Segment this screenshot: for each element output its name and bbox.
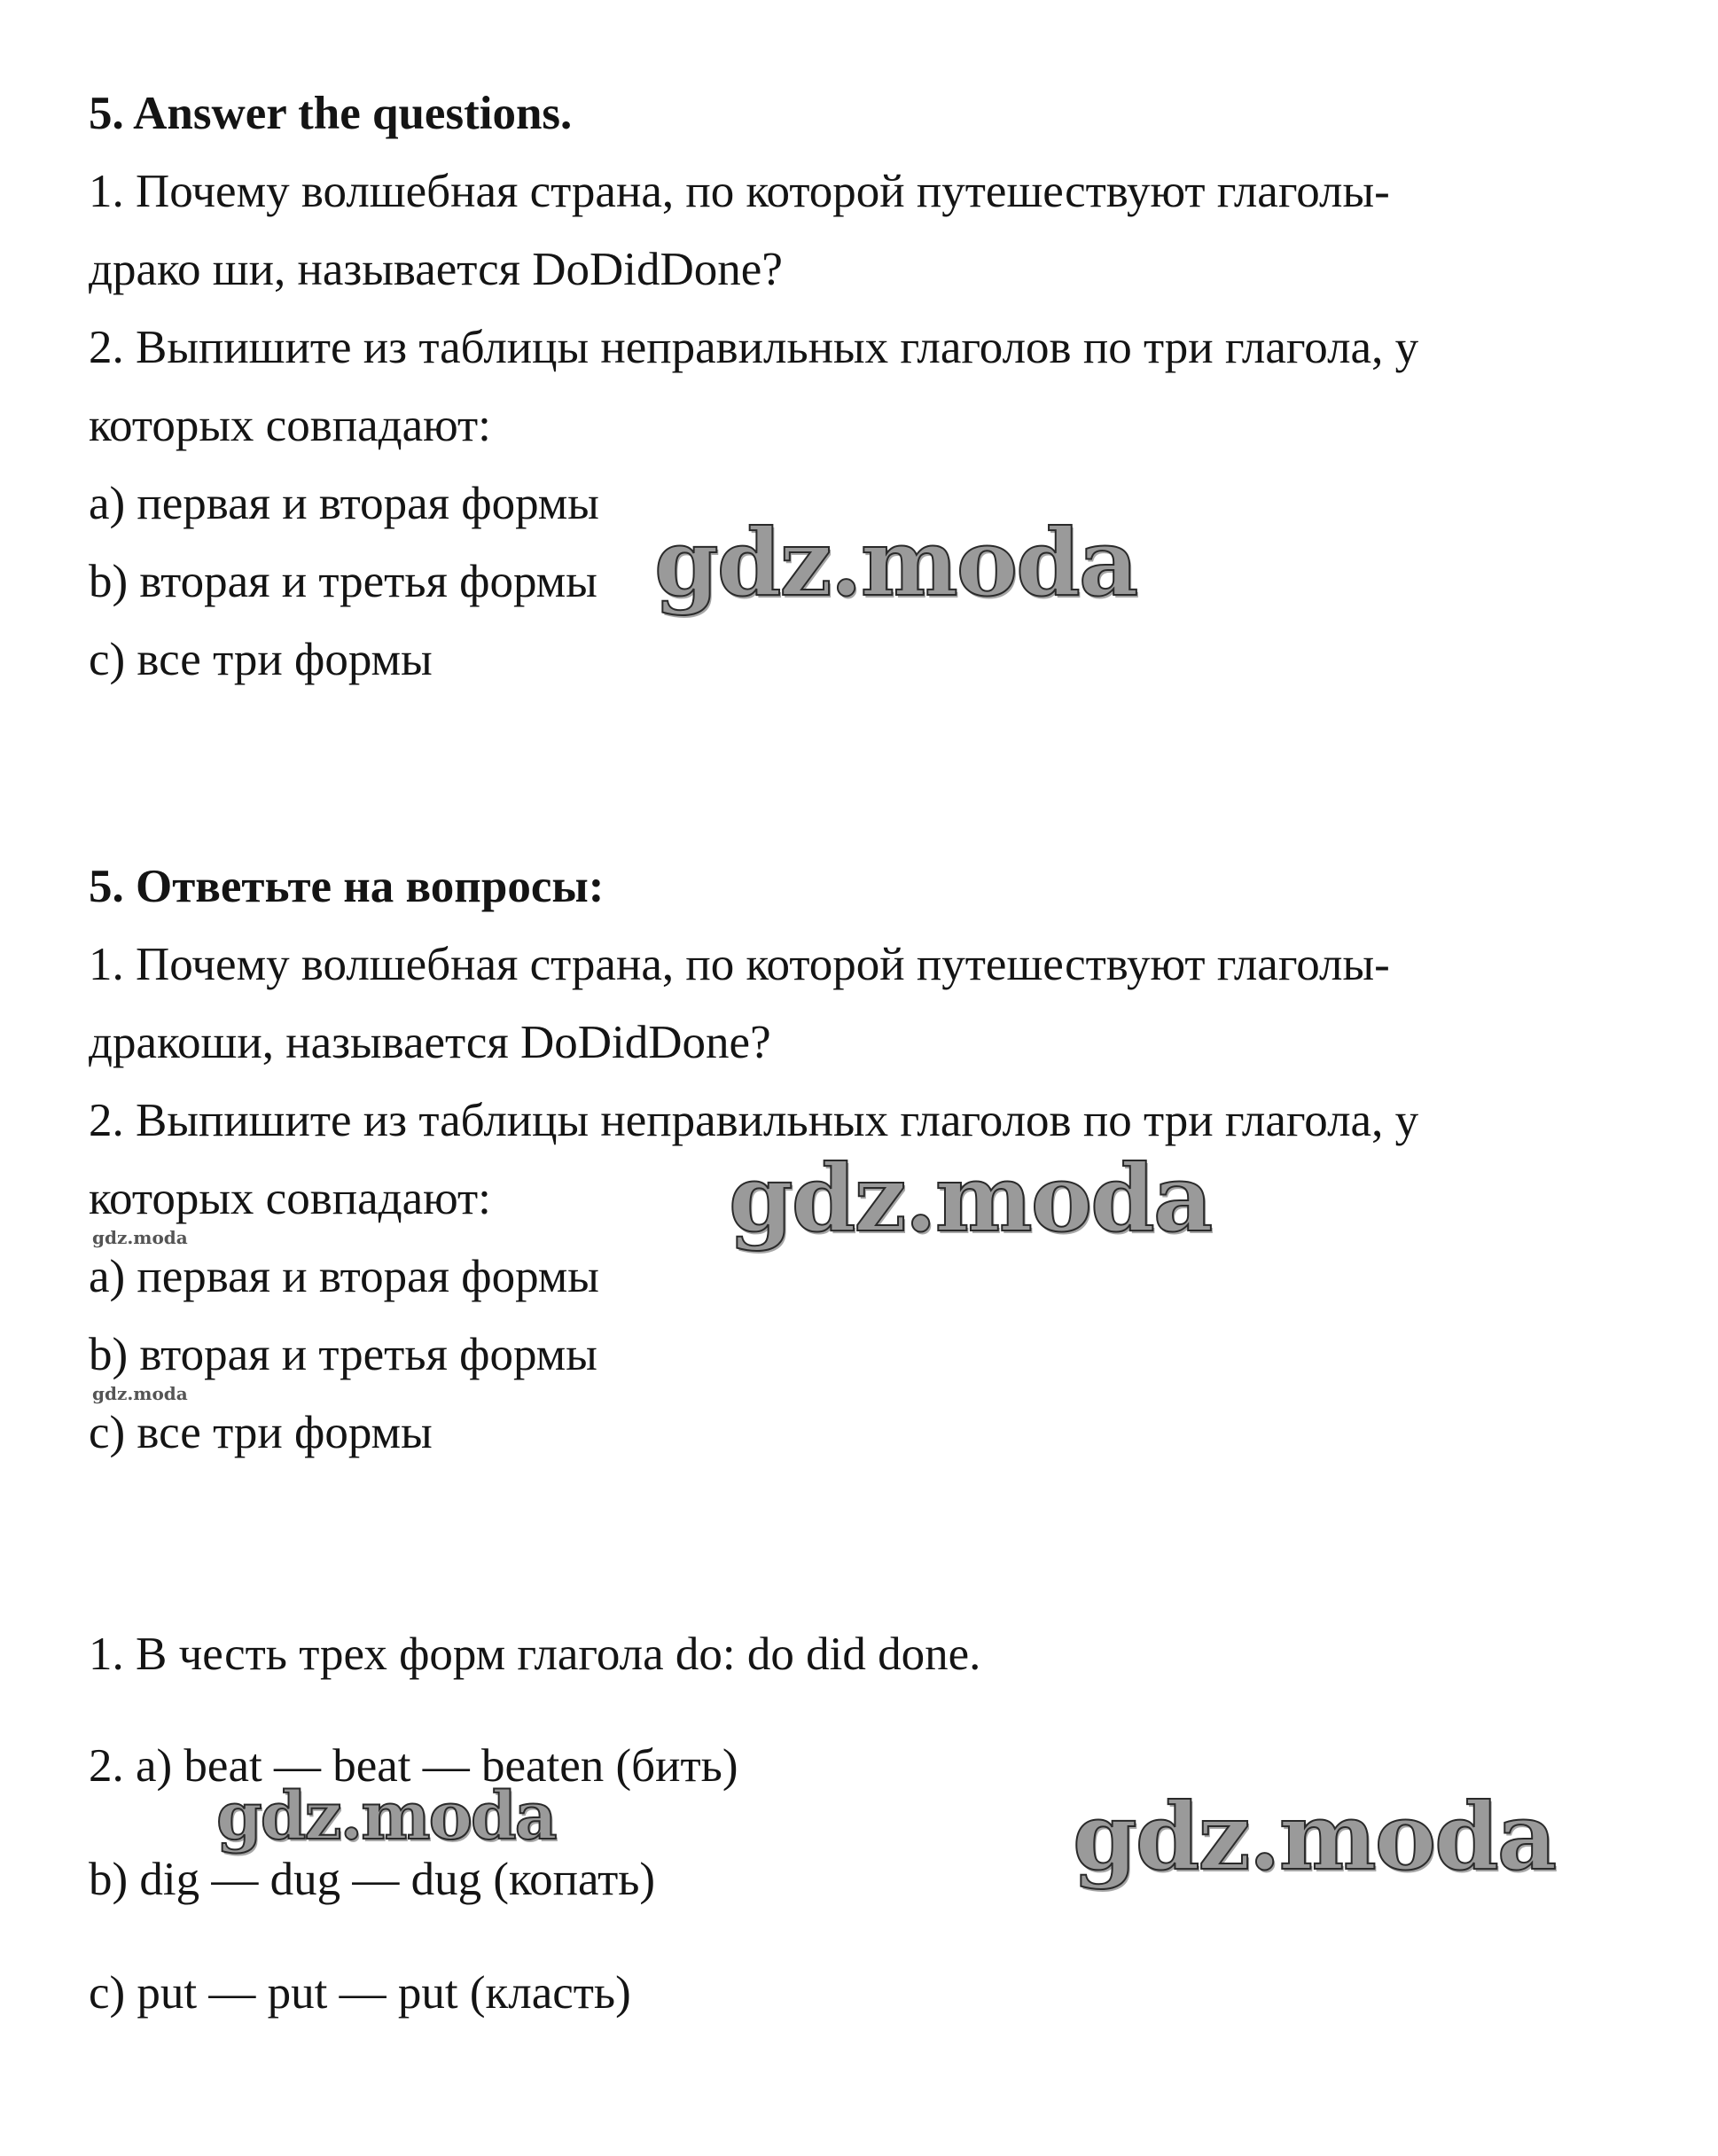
section-ru-heading: 5. Ответьте на вопросы: xyxy=(89,861,605,912)
watermark-logo-small: gdz.moda xyxy=(92,1383,188,1404)
section-en-option-b: b) вторая и третья формы xyxy=(89,556,597,607)
watermark-logo: gdz.moda xyxy=(654,508,1137,617)
watermark-logo-small: gdz.moda xyxy=(92,1227,188,1248)
answer-1: 1. В честь трех форм глагола do: do did done. xyxy=(89,1629,981,1680)
section-en-heading: 5. Answer the questions. xyxy=(89,88,573,139)
section-ru-question-2-line-1: 2. Выпишите из таблицы неправильных глаголов по три глагола, у xyxy=(89,1095,1419,1146)
watermark-logo: gdz.moda xyxy=(729,1144,1212,1253)
watermark-logo: gdz.moda xyxy=(216,1778,556,1855)
watermark-logo: gdz.moda xyxy=(1073,1782,1556,1891)
section-en-question-2-line-1: 2. Выпишите из таблицы неправильных глаголов по три глагола, у xyxy=(89,322,1419,373)
section-en-option-c: c) все три формы xyxy=(89,634,433,685)
section-en-question-1-line-2: драко ши, называется DoDidDone? xyxy=(89,244,783,295)
section-ru-question-1-line-1: 1. Почему волшебная страна, по которой путешествуют глаголы- xyxy=(89,939,1390,990)
section-ru-question-1-line-2: дракоши, называется DoDidDone? xyxy=(89,1017,771,1068)
section-ru-option-c: c) все три формы xyxy=(89,1407,433,1458)
section-ru-option-b: b) вторая и третья формы xyxy=(89,1329,597,1380)
answer-2a: 2. a) beat — beat — beaten (бить) xyxy=(89,1740,738,1792)
section-ru-question-2-line-2: которых совпадают: xyxy=(89,1173,491,1224)
answer-2c: c) put — put — put (класть) xyxy=(89,1967,631,2019)
answer-2b: b) dig — dug — dug (копать) xyxy=(89,1854,656,1905)
section-ru-option-a: a) первая и вторая формы xyxy=(89,1251,599,1302)
section-en-question-1-line-1: 1. Почему волшебная страна, по которой путешествуют глаголы- xyxy=(89,166,1390,217)
section-en-question-2-line-2: которых совпадают: xyxy=(89,400,491,451)
section-en-option-a: a) первая и вторая формы xyxy=(89,478,599,529)
